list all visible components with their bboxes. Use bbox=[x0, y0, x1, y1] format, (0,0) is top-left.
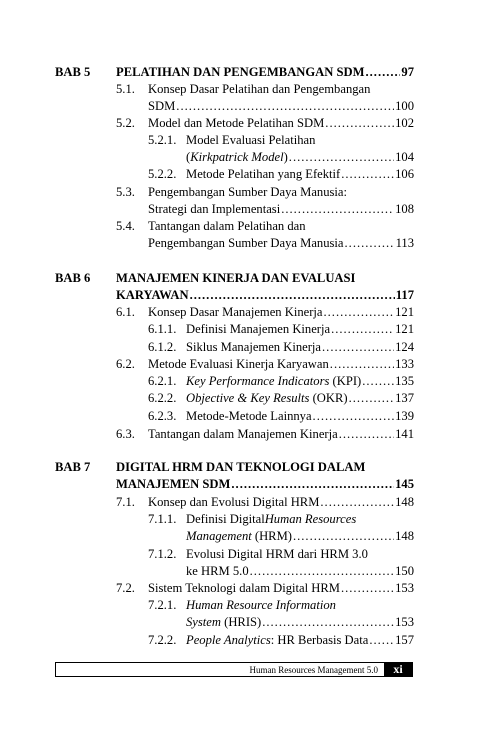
page-number: 121 bbox=[395, 305, 414, 319]
page-number: 139 bbox=[395, 409, 414, 423]
leader-dots bbox=[349, 390, 395, 406]
page-number: 153 bbox=[395, 581, 414, 595]
chapter-title-cont: KARYAWAN bbox=[116, 288, 189, 302]
toc-entry[interactable] bbox=[186, 166, 414, 182]
section-number: 6.2. bbox=[116, 357, 135, 371]
page-number: 121 bbox=[395, 322, 414, 336]
toc-entry[interactable] bbox=[186, 614, 414, 630]
leader-dots bbox=[369, 632, 394, 648]
section-number: 5.4. bbox=[116, 219, 135, 233]
subsection-number: 6.2.2. bbox=[148, 391, 177, 405]
toc-entry[interactable] bbox=[148, 201, 414, 217]
toc-entry[interactable] bbox=[148, 304, 414, 320]
toc-entry[interactable] bbox=[148, 235, 414, 251]
section-title: Konsep Dasar Pelatihan dan Pengembangan bbox=[148, 82, 371, 96]
subsection-number: 6.1.2. bbox=[148, 340, 177, 354]
toc-entry[interactable] bbox=[186, 339, 414, 355]
subsection-number: 5.2.2. bbox=[148, 167, 177, 181]
chapter-title-row[interactable] bbox=[116, 64, 414, 80]
page-number: 102 bbox=[395, 116, 414, 130]
subsection-number: 7.1.2. bbox=[148, 547, 177, 561]
subsection-title-cont: Management (HRM) bbox=[186, 529, 292, 543]
section-title: Konsep dan Evolusi Digital HRM bbox=[148, 495, 320, 509]
page-footer bbox=[55, 662, 413, 677]
leader-dots bbox=[341, 166, 394, 182]
page-number: 148 bbox=[395, 529, 414, 543]
leader-dots bbox=[281, 201, 394, 217]
section-title: Pengembangan Sumber Daya Manusia: bbox=[148, 185, 348, 199]
toc-entry[interactable] bbox=[186, 149, 414, 165]
toc-entry[interactable] bbox=[148, 494, 414, 510]
subsection-title: Definisi Manajemen Kinerja bbox=[186, 322, 331, 336]
chapter-title: PELATIHAN DAN PENGEMBANGAN SDM bbox=[116, 65, 365, 79]
section-title-cont: Strategi dan Implementasi bbox=[148, 202, 281, 216]
subsection-title: Key Performance Indicators (KPI) bbox=[186, 374, 362, 388]
subsection-title: Model Evaluasi Pelatihan bbox=[186, 133, 316, 147]
section-title: Sistem Teknologi dalam Digital HRM bbox=[148, 581, 340, 595]
section-title: Metode Evaluasi Kinerja Karyawan bbox=[148, 357, 329, 371]
page-number: 106 bbox=[395, 167, 414, 181]
section-number: 6.3. bbox=[116, 427, 135, 441]
section-number: 5.1. bbox=[116, 82, 135, 96]
leader-dots bbox=[324, 304, 395, 320]
section-title: Konsep Dasar Manajemen Kinerja bbox=[148, 305, 323, 319]
subsection-title: Definisi Digital Human Resources bbox=[186, 512, 357, 526]
page-number: 145 bbox=[395, 477, 414, 491]
subsection-title-cont: ke HRM 5.0 bbox=[186, 564, 249, 578]
toc-entry[interactable] bbox=[148, 580, 414, 596]
page-number: 104 bbox=[395, 150, 414, 164]
section-title-cont: SDM bbox=[148, 99, 176, 113]
chapter-title-row[interactable] bbox=[116, 476, 414, 492]
toc-entry[interactable] bbox=[186, 563, 414, 579]
toc-entry[interactable] bbox=[186, 528, 414, 544]
leader-dots bbox=[341, 580, 394, 596]
footer-title: Human Resources Management 5.0 bbox=[249, 664, 378, 675]
leader-dots bbox=[366, 64, 401, 80]
page-number: 100 bbox=[395, 99, 414, 113]
subsection-title: Objective & Key Results (OKR) bbox=[186, 391, 348, 405]
subsection-title: Siklus Manajemen Kinerja bbox=[186, 340, 322, 354]
subsection-number: 6.1.1. bbox=[148, 322, 177, 336]
subsection-number: 6.2.3. bbox=[148, 409, 177, 423]
toc-entry[interactable] bbox=[186, 390, 414, 406]
section-title-cont: Pengembangan Sumber Daya Manusia bbox=[148, 236, 344, 250]
subsection-title: Evolusi Digital HRM dari HRM 3.0 bbox=[186, 547, 368, 561]
subsection-title: Human Resource Information bbox=[186, 598, 336, 612]
subsection-number: 6.2.1. bbox=[148, 374, 177, 388]
section-number: 5.3. bbox=[116, 185, 135, 199]
page-number: 148 bbox=[395, 495, 414, 509]
leader-dots bbox=[330, 356, 394, 372]
section-title: Tantangan dalam Pelatihan dan bbox=[148, 219, 306, 233]
page-number: 117 bbox=[395, 288, 414, 302]
subsection-title-cont: (Kirkpatrick Model) bbox=[186, 150, 288, 164]
leader-dots bbox=[339, 426, 394, 442]
subsection-number: 7.2.1. bbox=[148, 598, 177, 612]
page-number: 157 bbox=[395, 633, 414, 647]
toc-entry[interactable] bbox=[186, 408, 414, 424]
leader-dots bbox=[176, 98, 394, 114]
subsection-title: Metode Pelatihan yang Efektif bbox=[186, 167, 341, 181]
section-number: 7.2. bbox=[116, 581, 135, 595]
section-number: 6.1. bbox=[116, 305, 135, 319]
chapter-label: BAB 5 bbox=[55, 65, 91, 79]
chapter-title-row[interactable] bbox=[116, 287, 414, 303]
toc-entry[interactable] bbox=[148, 115, 414, 131]
subsection-number: 7.2.2. bbox=[148, 633, 177, 647]
section-title: Model dan Metode Pelatihan SDM bbox=[148, 116, 325, 130]
subsection-number: 7.1.1. bbox=[148, 512, 177, 526]
leader-dots bbox=[231, 476, 394, 492]
leader-dots bbox=[331, 321, 394, 337]
page-number: 150 bbox=[395, 564, 414, 578]
chapter-label: BAB 7 bbox=[55, 460, 91, 474]
toc-entry[interactable] bbox=[148, 426, 414, 442]
page-number: 113 bbox=[395, 236, 414, 250]
page-number: 108 bbox=[395, 202, 414, 216]
section-number: 7.1. bbox=[116, 495, 135, 509]
leader-dots bbox=[322, 339, 394, 355]
leader-dots bbox=[320, 494, 394, 510]
toc-entry[interactable] bbox=[186, 373, 414, 389]
leader-dots bbox=[362, 373, 394, 389]
page-number: 135 bbox=[395, 374, 414, 388]
section-number: 5.2. bbox=[116, 116, 135, 130]
page-number: 141 bbox=[395, 427, 414, 441]
page-number: 137 bbox=[395, 391, 414, 405]
leader-dots bbox=[250, 563, 394, 579]
leader-dots bbox=[289, 149, 394, 165]
toc-entry[interactable] bbox=[148, 356, 414, 372]
section-title: Tantangan dalam Manajemen Kinerja bbox=[148, 427, 338, 441]
leader-dots bbox=[345, 235, 395, 251]
subsection-title-cont: System (HRIS) bbox=[186, 615, 262, 629]
leader-dots bbox=[293, 528, 394, 544]
subsection-title: Metode-Metode Lainnya bbox=[186, 409, 312, 423]
chapter-title: MANAJEMEN KINERJA DAN EVALUASI bbox=[116, 271, 356, 285]
leader-dots bbox=[325, 115, 394, 131]
chapter-title-cont: MANAJEMEN SDM bbox=[116, 477, 231, 491]
subsection-title: People Analytics: HR Berbasis Data bbox=[186, 633, 369, 647]
toc-entry[interactable] bbox=[186, 321, 414, 337]
page-number: 97 bbox=[401, 65, 414, 79]
page-number: 153 bbox=[395, 615, 414, 629]
chapter-label: BAB 6 bbox=[55, 271, 91, 285]
toc-entry[interactable] bbox=[186, 632, 414, 648]
footer-page-number: xi bbox=[384, 663, 412, 676]
subsection-number: 5.2.1. bbox=[148, 133, 177, 147]
leader-dots bbox=[190, 287, 395, 303]
toc-entry[interactable] bbox=[148, 98, 414, 114]
chapter-title: DIGITAL HRM DAN TEKNOLOGI DALAM bbox=[116, 460, 366, 474]
page-number: 124 bbox=[395, 340, 414, 354]
page-number: 133 bbox=[395, 357, 414, 371]
leader-dots bbox=[313, 408, 395, 424]
leader-dots bbox=[262, 614, 394, 630]
